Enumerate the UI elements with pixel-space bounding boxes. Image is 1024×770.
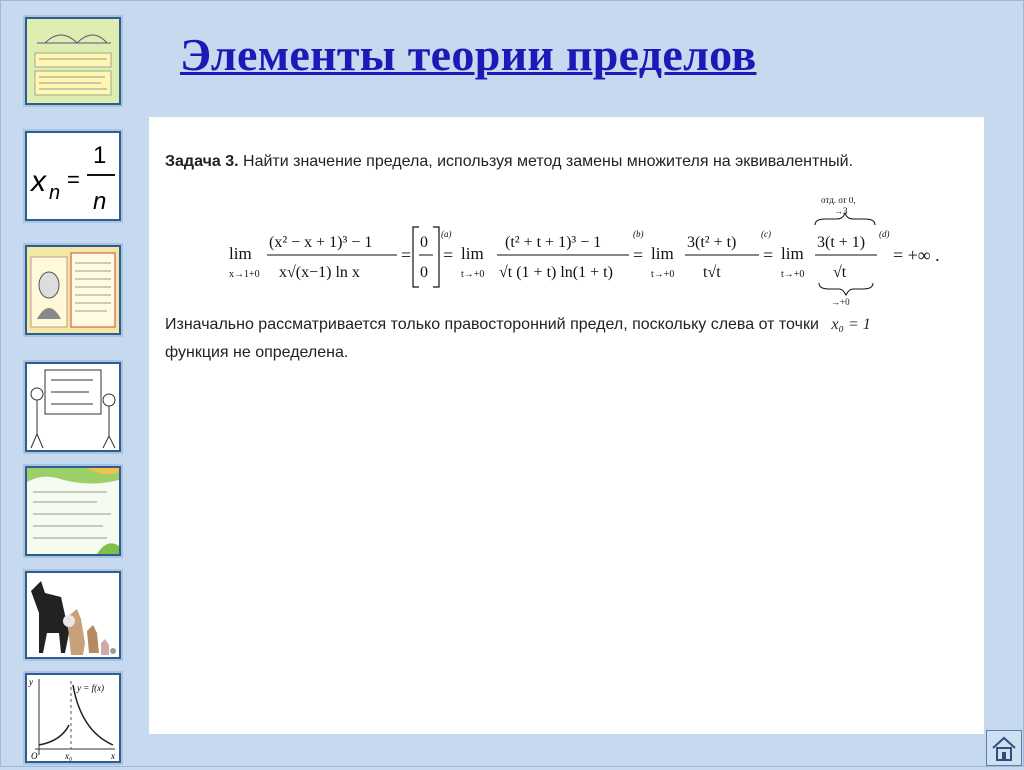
mark-d: (d)	[879, 229, 890, 239]
explanation-text-1: Изначально рассматривается только правосторонний предел, поскольку слева от точки	[165, 316, 819, 333]
fraction-4-num: 3(t + 1)	[817, 234, 866, 251]
bracket-num: 0	[420, 234, 428, 251]
thumb-leaves-slide[interactable]	[25, 466, 121, 556]
page-title[interactable]: Элементы теории пределов	[180, 29, 757, 80]
limit-formula	[229, 197, 949, 307]
thumb-one: 1	[93, 142, 107, 169]
portrait-thumbnail-icon	[27, 247, 119, 333]
lim-2-sub: t→+0	[461, 269, 485, 280]
explanation-paragraph	[165, 311, 965, 367]
svg-text:=: =	[401, 245, 412, 265]
lim-1: lim	[229, 244, 252, 263]
graph-origin-label: O	[31, 751, 38, 761]
task-text: Найти значение предела, используя метод замены множителя на эквивалентный.	[238, 153, 854, 170]
thumb-portrait[interactable]	[25, 245, 121, 335]
thumb-number-line[interactable]	[25, 17, 121, 105]
leaves-slide-icon	[27, 468, 119, 554]
lim-1-sub: x→1+0	[229, 269, 260, 280]
thumb-n-den: n	[93, 188, 107, 215]
mark-a: (a)	[441, 229, 452, 239]
fraction-1-num: (x² − x + 1)³ − 1	[269, 234, 373, 251]
fraction-3-num: 3(t² + t)	[687, 234, 737, 251]
task-statement	[165, 153, 853, 171]
svg-text:=: =	[67, 167, 80, 192]
thumb-x-var: x	[31, 165, 46, 198]
formula-result: = +∞ .	[893, 245, 940, 265]
fraction-2-den: √t (1 + t) ln(1 + t)	[499, 264, 613, 281]
content-panel	[149, 117, 984, 734]
mark-b: (b)	[633, 229, 644, 239]
lim-4-sub: t→+0	[781, 269, 805, 280]
under-note: →+0	[831, 297, 850, 307]
svg-text:=: =	[633, 245, 644, 265]
home-button[interactable]	[986, 730, 1022, 766]
over-note-1: отд. от 0,	[821, 197, 856, 205]
graph-x-label: x	[111, 751, 115, 761]
bracket-den: 0	[420, 264, 428, 281]
lim-4: lim	[781, 244, 804, 263]
thumb-cartoon-board[interactable]	[25, 362, 121, 452]
number-line-thumbnail-icon	[27, 19, 119, 103]
mark-c: (c)	[761, 229, 771, 239]
fraction-4-den: √t	[833, 264, 847, 281]
lim-3: lim	[651, 244, 674, 263]
lim-3-sub: t→+0	[651, 269, 675, 280]
cartoon-board-icon	[27, 364, 119, 450]
home-icon	[987, 731, 1021, 765]
svg-text:=: =	[443, 245, 454, 265]
svg-text:=: =	[763, 245, 774, 265]
thumb-sequence-formula[interactable]	[25, 131, 121, 221]
fraction-2-num: (t² + t + 1)³ − 1	[505, 234, 602, 251]
dogs-photo-icon	[27, 573, 119, 657]
over-note-2: →3	[834, 206, 848, 216]
graph-fx-label: y = f(x)	[77, 683, 105, 693]
fraction-3-den: t√t	[703, 264, 721, 281]
graph-x0-label: x₀	[65, 751, 73, 761]
fraction-1-den: x√(x−1) ln x	[279, 264, 360, 281]
graph-y-label: y	[29, 677, 33, 687]
function-graph-icon	[27, 675, 119, 761]
sequence-formula-icon	[27, 133, 119, 219]
point-value: x₀ = 1	[831, 316, 871, 333]
task-label: Задача 3.	[165, 153, 239, 170]
thumb-dogs[interactable]	[25, 571, 121, 659]
thumb-n-sub: n	[49, 182, 61, 204]
explanation-text-2: функция не определена.	[165, 344, 349, 361]
lim-2: lim	[461, 244, 484, 263]
thumb-function-graph[interactable]	[25, 673, 121, 763]
